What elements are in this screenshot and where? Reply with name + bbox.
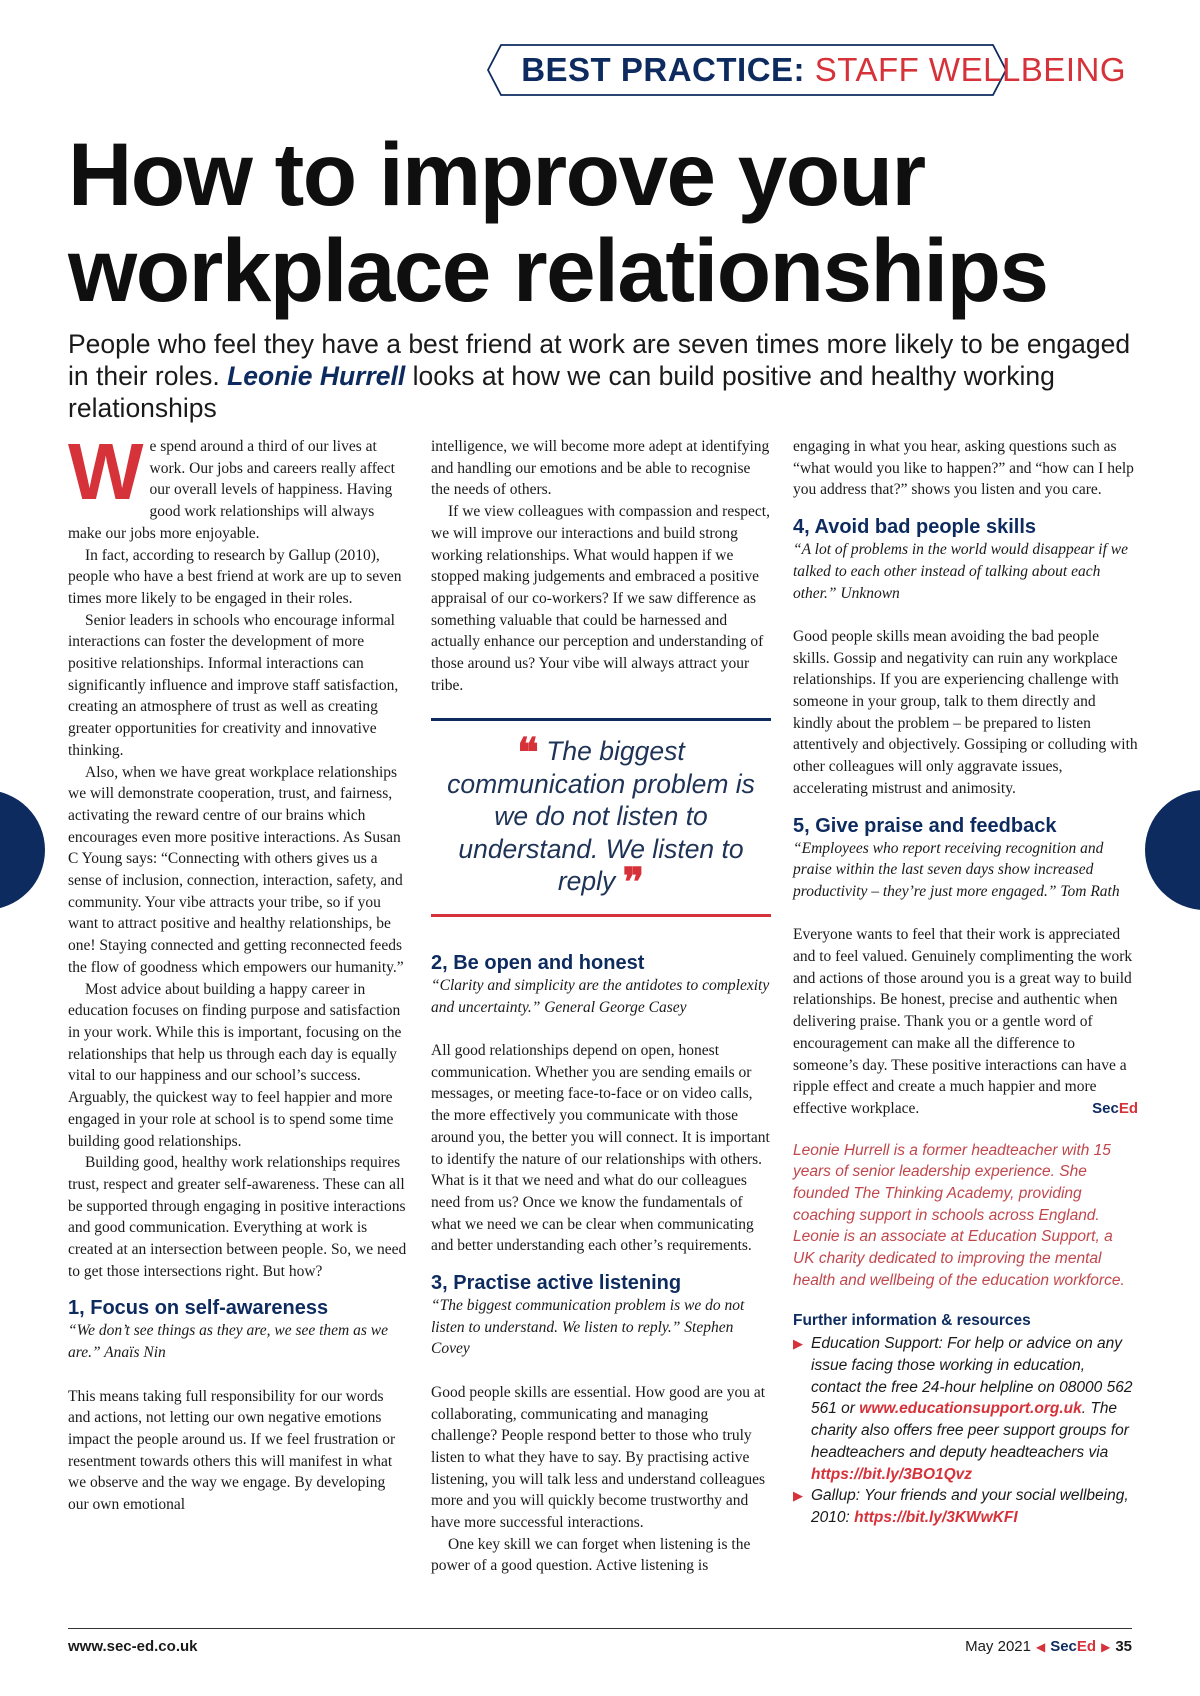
col3-para-2: Good people skills mean avoiding the bad people skills. Gossip and negativity can ruin any workplace relationships. If you are experiencing challenge with someone in your group, talk to them directly and kindly about the problem – be prepared to listen attentively and objectively. Gossiping or colluding with other colleagues will only aggravate issues, accelerating mistrust and animosity. [793,627,1138,797]
footer-date: May 2021 [965,1638,1031,1655]
page-number: 35 [1115,1638,1132,1655]
standfirst-author: Leonie Hurrell [227,361,406,391]
section-tag-light: STAFF WELLBEING [814,51,1126,88]
standfirst-text-after: looks at how we can build positive and healthy working relationships [68,361,1055,423]
left-triangle-icon: ◀ [1035,1639,1046,1654]
footer-brand-ed: Ed [1076,1638,1097,1655]
quote-rath: “Employees who report receiving recognition and praise within the last seven days show increased productivity – they’re just more engaged.” Tom Rath [793,839,1120,900]
headline [68,126,1168,318]
standfirst-text: People who feel they have a best friend at work are seven times more likely to be engaged in their roles. [68,329,1131,391]
footer-brand [1050,1638,1096,1655]
col1-para-7: This means taking full responsibility for our words and actions, not letting our own negative emotions impact the people around us. If we feel frustration or resentment towards others this will manifest in what we observe and the way we engage. By developing our own emotional [68,1387,396,1514]
author-bio: Leonie Hurrell is a former headteacher with 15 years of senior leadership experience. She founded The Thinking Academy, providing coaching support in schools across England. Leonie is an associate at Education Support, a UK charity dedicated to improving the mental health and wellbeing of the education workforce. [793,1141,1125,1289]
col1-para-5: Most advice about building a happy career in education focuses on finding purpose and satisfaction in your work. While this is important, focusing on the relationships that help us through each day is equally vital to our happiness and our school’s success. Arguably, the quickest way to feel happier and more engaged in your role at school is to spend some time building good relationships. [68,980,402,1150]
subheading-open-honest: 2, Be open and honest [431,951,645,974]
footer-rule [68,1628,1132,1629]
col3-para-3-text: Everyone wants to feel that their work is appreciated and to feel valued. Genuinely complimenting the work and actions of those around you is a great way to build relationships. Be honest, precise and authentic when delivering praise. Thank you or a gentle word of encouragement can make all the difference to someone’s day. These positive interactions can have a ripple effect and create a much happier and more effective workplace. [793,926,1133,1117]
col2-para-5: One key skill we can forget when listening is the power of a good question. Active listening is [431,1535,751,1575]
open-quote-icon: ❝ [517,730,539,776]
headline-line2: workplace relationships [68,220,1048,320]
end-mark-logo [1092,1098,1138,1120]
article-column-1 [68,427,408,1516]
resource-2-text: Gallup: Your friends and your social wellbeing, 2010: [811,1487,1129,1526]
further-info-heading: Further information & resources [793,1311,1031,1329]
end-mark-sec: Sec [1092,1099,1119,1117]
drop-cap: W [68,427,144,516]
col3-para-3 [793,924,1138,1119]
quote-unknown: “A lot of problems in the world would disappear if we talked to each other instead of talking about each other.” Unknown [793,541,1128,602]
headline-line1: How to improve your [68,124,925,224]
end-mark-ed: Ed [1118,1099,1138,1117]
subheading-self-awareness: 1, Focus on self-awareness [68,1297,329,1320]
left-edge-circle [0,790,45,910]
col1-para-3: Senior leaders in schools who encourage informal interactions can foster the development of more positive relationships. Informal interactions can significantly influence and improve staff satisfaction, creating an atmosphere of trust as well as creating greater opportunities for creativity and innovative thinking. [68,611,399,759]
bullet-arrow-icon: ▶ [793,1488,803,1504]
article-column-2 [431,436,771,1577]
pull-quote-text: The biggest communication problem is we do not listen to understand. We listen to reply [447,736,755,897]
subheading-praise-feedback: 5, Give praise and feedback [793,814,1057,837]
section-tag-text [487,51,1162,89]
article-column-3 [793,436,1138,1529]
resource-item [793,1333,1138,1485]
gallup-link[interactable]: https://bit.ly/3KWwKFI [854,1508,1018,1526]
section-tag-strong: BEST PRACTICE: [521,51,806,88]
quote-nin: “We don’t see things as they are, we see them as we are.” Anaïs Nin [68,1322,388,1362]
col1-para-2: In fact, according to research by Gallup (2010), people who have a best friend at work are up to seven times more likely to be engaged in their roles. [68,546,402,607]
close-quote-icon: ❞ [622,860,645,906]
footer-brand-sec: Sec [1050,1638,1077,1655]
pull-quote [431,718,771,917]
col1-para-1-text: e spend around a third of our lives at work. Our jobs and careers really affect our overall levels of happiness. Having good work relationships will always make our jobs more enjoyable. [68,438,395,542]
col2-para-3: All good relationships depend on open, honest communication. Whether you are sending emails or messages, or meeting face-to-face or on video calls, the more effectively you communicate with those around you, the better you will connect. It is important to identify the nature of our relationships with others. What is it that we need and what do our colleagues need from us? Once we know the fundamentals of what we need we can be clear when communicating and better understanding each other’s requirements. [431,1042,770,1255]
bullet-arrow-icon: ▶ [793,1336,803,1352]
col1-para-4: Also, when we have great workplace relationships we will demonstrate cooperation, trust, and fairness, activating the reward centre of our brains which encourages even more positive interactions. As Susan C Young says: “Connecting with others gives us a sense of inclusion, connection, interaction, safety, and community. Your vibe attracts your tribe, so if you want to attract positive and healthy relationships, be one! Staying connected and getting reconnected feeds the flow of goodness which empowers our humanity.” [68,763,404,976]
footer-url[interactable]: www.sec-ed.co.uk [68,1638,198,1655]
right-triangle-icon: ▶ [1101,1639,1111,1654]
col2-para-4: Good people skills are essential. How good are you at collaborating, communicating and managing challenge? People respond better to those who truly listen to what they have to say. By practising active listening, you will talk less and understand colleagues more and you will quickly become trustworthy and have more successful interactions. [431,1383,766,1532]
col2-para-1: intelligence, we will become more adept at identifying and handling our emotions and be able to recognise the needs of others. [431,438,770,499]
subheading-bad-people-skills: 4, Avoid bad people skills [793,516,1037,539]
subheading-active-listening: 3, Practise active listening [431,1272,682,1295]
education-support-link[interactable]: www.educationsupport.org.uk [859,1400,1082,1418]
col1-para-6: Building good, healthy work relationships requires trust, respect and greater self-awareness. These can all be supported through engaging in positive interactions and good communication. Everything at work is created at an intersection between people. So, we need to get those intersections right. But how? [68,1154,407,1280]
quote-casey: “Clarity and simplicity are the antidotes to complexity and uncertainty.” General George Casey [431,976,770,1016]
col3-para-1: engaging in what you hear, asking questions such as “what would you like to happen?” and “how can I help you address that?” shows you listen and you care. [793,438,1134,499]
resource-1-text-b: . The charity also offers free peer support groups for headteachers and deputy headteachers via [811,1400,1129,1461]
resources-list [793,1333,1138,1528]
col2-para-2: If we view colleagues with compassion and respect, we will improve our interactions and build strong working relationships. What would happen if we stopped making judgements and embraced a positive appraisal of our co-workers? If we saw difference as something valuable that could be harnessed and actually enhance our perception and understanding of those around us? Your vibe will always attract your tribe. [431,503,770,694]
resource-1-text-a: Education Support: For help or advice on any issue facing those working in education, contact the free 24-hour helpline on 08000 562 561 or [811,1335,1133,1418]
resource-item [793,1485,1138,1528]
standfirst [68,328,1158,424]
right-edge-circle [1145,790,1200,910]
peer-support-link[interactable]: https://bit.ly/3BO1Qvz [811,1465,973,1483]
col1-para-1 [68,427,408,545]
section-tag [487,44,1162,96]
footer-folio [965,1638,1132,1655]
quote-covey: “The biggest communication problem is we do not listen to understand. We listen to reply.” Stephen Covey [431,1297,745,1358]
